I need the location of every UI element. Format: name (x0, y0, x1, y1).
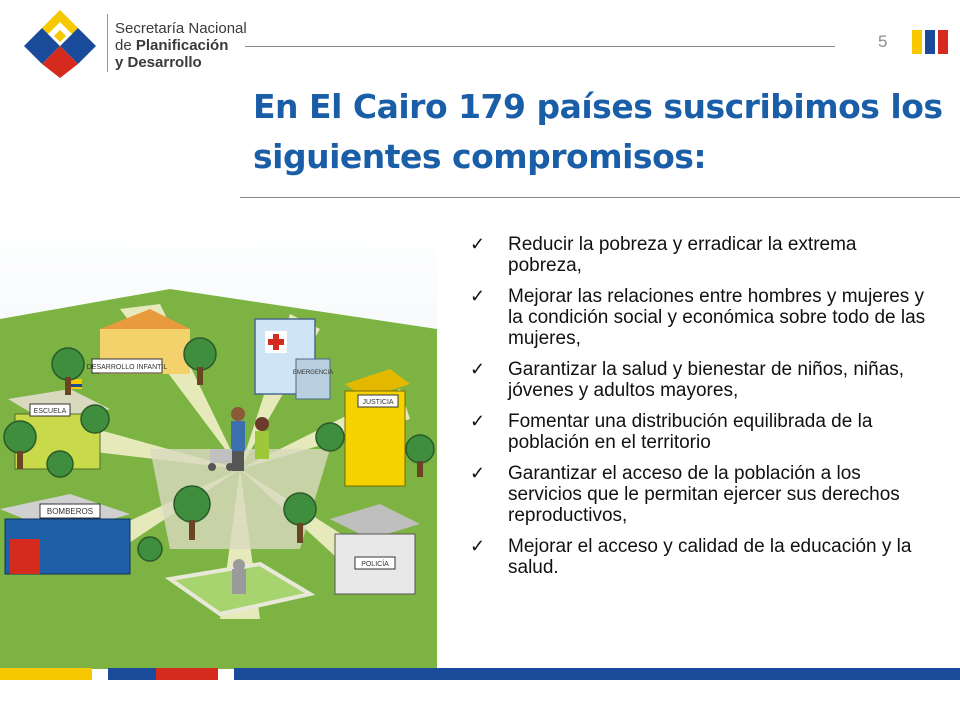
label-emergencia: EMERGENCIA (292, 370, 334, 376)
slide-title (253, 82, 943, 182)
list-item (470, 234, 930, 276)
flag-blue-bar (925, 30, 935, 54)
label-desarrollo: DESARROLLO INFANTIL (86, 364, 168, 371)
label-escuela: ESCUELA (33, 408, 67, 415)
org-name (115, 20, 247, 71)
list-item-text: Mejorar las relaciones entre hombres y mujeres y la condición social y económica sobre todo de las mujeres, (508, 286, 926, 349)
footer-strip-blue-1 (108, 668, 156, 680)
label-justicia: JUSTICIA (362, 399, 394, 406)
logo-emblem-icon (20, 8, 100, 78)
org-line-1: Secretaría Nacional (115, 20, 247, 37)
label-bomberos: BOMBEROS (46, 507, 94, 516)
list-item (470, 286, 930, 349)
list-item-text: Mejorar el acceso y calidad de la educación y la salud. (508, 536, 912, 578)
org-line-2 (115, 37, 247, 54)
footer-strip-yellow (0, 668, 92, 680)
flag-red-bar (938, 30, 948, 54)
title-line-1: En El Cairo 179 países suscribimos los (253, 87, 943, 126)
list-item-text: Garantizar el acceso de la población a los servicios que le permitan ejercer sus derechos reproductivos, (508, 463, 900, 526)
org-line-3: y Desarrollo (115, 54, 202, 71)
check-icon: ✓ (470, 463, 486, 483)
footer-strip-red (156, 668, 218, 680)
list-item (470, 463, 930, 526)
list-item-text: Garantizar la salud y bienestar de niños, niñas, jóvenes y adultos mayores, (508, 359, 905, 401)
policia-building (330, 504, 420, 594)
title-line-2: siguientes compromisos: (253, 137, 707, 176)
check-icon: ✓ (470, 286, 486, 306)
page-number: 5 (878, 32, 888, 51)
org-line-2-bold: Planificación (135, 37, 229, 54)
label-policia: POLICÍA (361, 561, 389, 568)
list-item (470, 411, 930, 453)
check-icon: ✓ (470, 536, 486, 556)
commitments-list (470, 234, 930, 588)
check-icon: ✓ (470, 234, 486, 254)
logo (20, 8, 250, 78)
check-icon: ✓ (470, 411, 486, 431)
city-map-image (0, 219, 437, 669)
logo-divider (107, 14, 108, 72)
justicia-building (345, 369, 410, 486)
list-item-text: Reducir la pobreza y erradicar la extrema pobreza, (508, 234, 857, 276)
org-line-2-prefix: de (115, 37, 136, 54)
flag-yellow-bar (912, 30, 922, 54)
footer-strip-blue-2 (234, 668, 960, 680)
community-illustration (0, 219, 437, 669)
title-rule (240, 197, 960, 198)
list-item (470, 359, 930, 401)
list-item-text: Fomentar una distribución equilibrada de la población en el territorio (508, 411, 873, 453)
check-icon: ✓ (470, 359, 486, 379)
list-item (470, 536, 930, 578)
header-rule (245, 46, 835, 47)
